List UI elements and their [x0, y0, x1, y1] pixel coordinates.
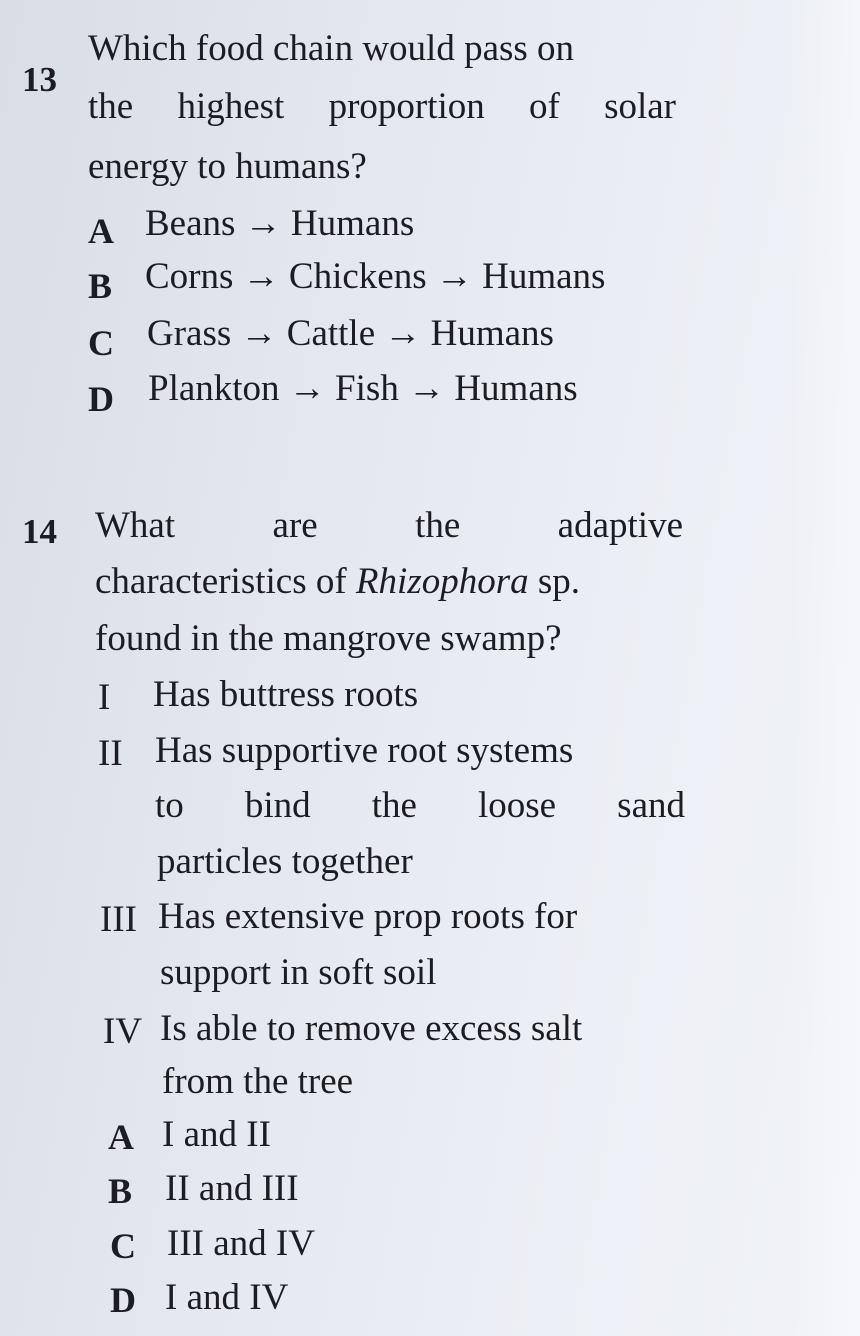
option-letter: B: [88, 266, 113, 306]
option-letter: C: [88, 323, 114, 363]
option-letter: D: [110, 1280, 136, 1320]
option-text: II and III: [165, 1168, 299, 1209]
option-letter: C: [110, 1226, 136, 1266]
statement-numeral: III: [100, 899, 137, 940]
question-stem-line: [95, 563, 580, 600]
option-letter: A: [108, 1117, 134, 1157]
option-text: Corns → Chickens → Humans: [145, 256, 606, 297]
statement-text: Is able to remove excess salt: [160, 1008, 583, 1049]
statement-text: from the tree: [162, 1061, 354, 1102]
statement-text: particles together: [157, 841, 413, 882]
question-stem-line: found in the mangrove swamp?: [95, 618, 562, 659]
question-stem-line: What are the adaptive: [95, 505, 683, 546]
stem-text: characteristics of: [95, 561, 356, 602]
stem-text: sp.: [528, 561, 581, 602]
option-letter: D: [88, 379, 114, 419]
question-stem-line: the highest proportion of solar: [88, 86, 676, 127]
statement-text: Has buttress roots: [153, 674, 419, 715]
option-letter: A: [88, 211, 114, 251]
option-text: Grass → Cattle → Humans: [147, 313, 554, 354]
option-letter: B: [108, 1171, 133, 1211]
statement-text: to bind the loose sand: [155, 785, 685, 826]
option-text: I and II: [162, 1114, 271, 1155]
option-text: III and IV: [167, 1223, 315, 1264]
statement-text: Has extensive prop roots for: [158, 896, 578, 937]
question-number: 13: [22, 60, 57, 99]
statement-numeral: II: [98, 733, 123, 774]
statement-numeral: IV: [103, 1011, 143, 1052]
option-text: Plankton → Fish → Humans: [148, 368, 578, 409]
statement-numeral: I: [98, 677, 111, 718]
option-text: I and IV: [165, 1277, 289, 1318]
question-stem-line: energy to humans?: [88, 146, 367, 187]
question-stem-line: Which food chain would pass on: [88, 28, 575, 69]
statement-text: Has supportive root systems: [155, 730, 574, 771]
option-text: Beans → Humans: [145, 203, 415, 244]
page-edge-highlight: [790, 0, 860, 1336]
question-number: 14: [22, 512, 57, 551]
statement-text: support in soft soil: [160, 952, 437, 993]
species-name: Rhizophora: [355, 561, 529, 602]
